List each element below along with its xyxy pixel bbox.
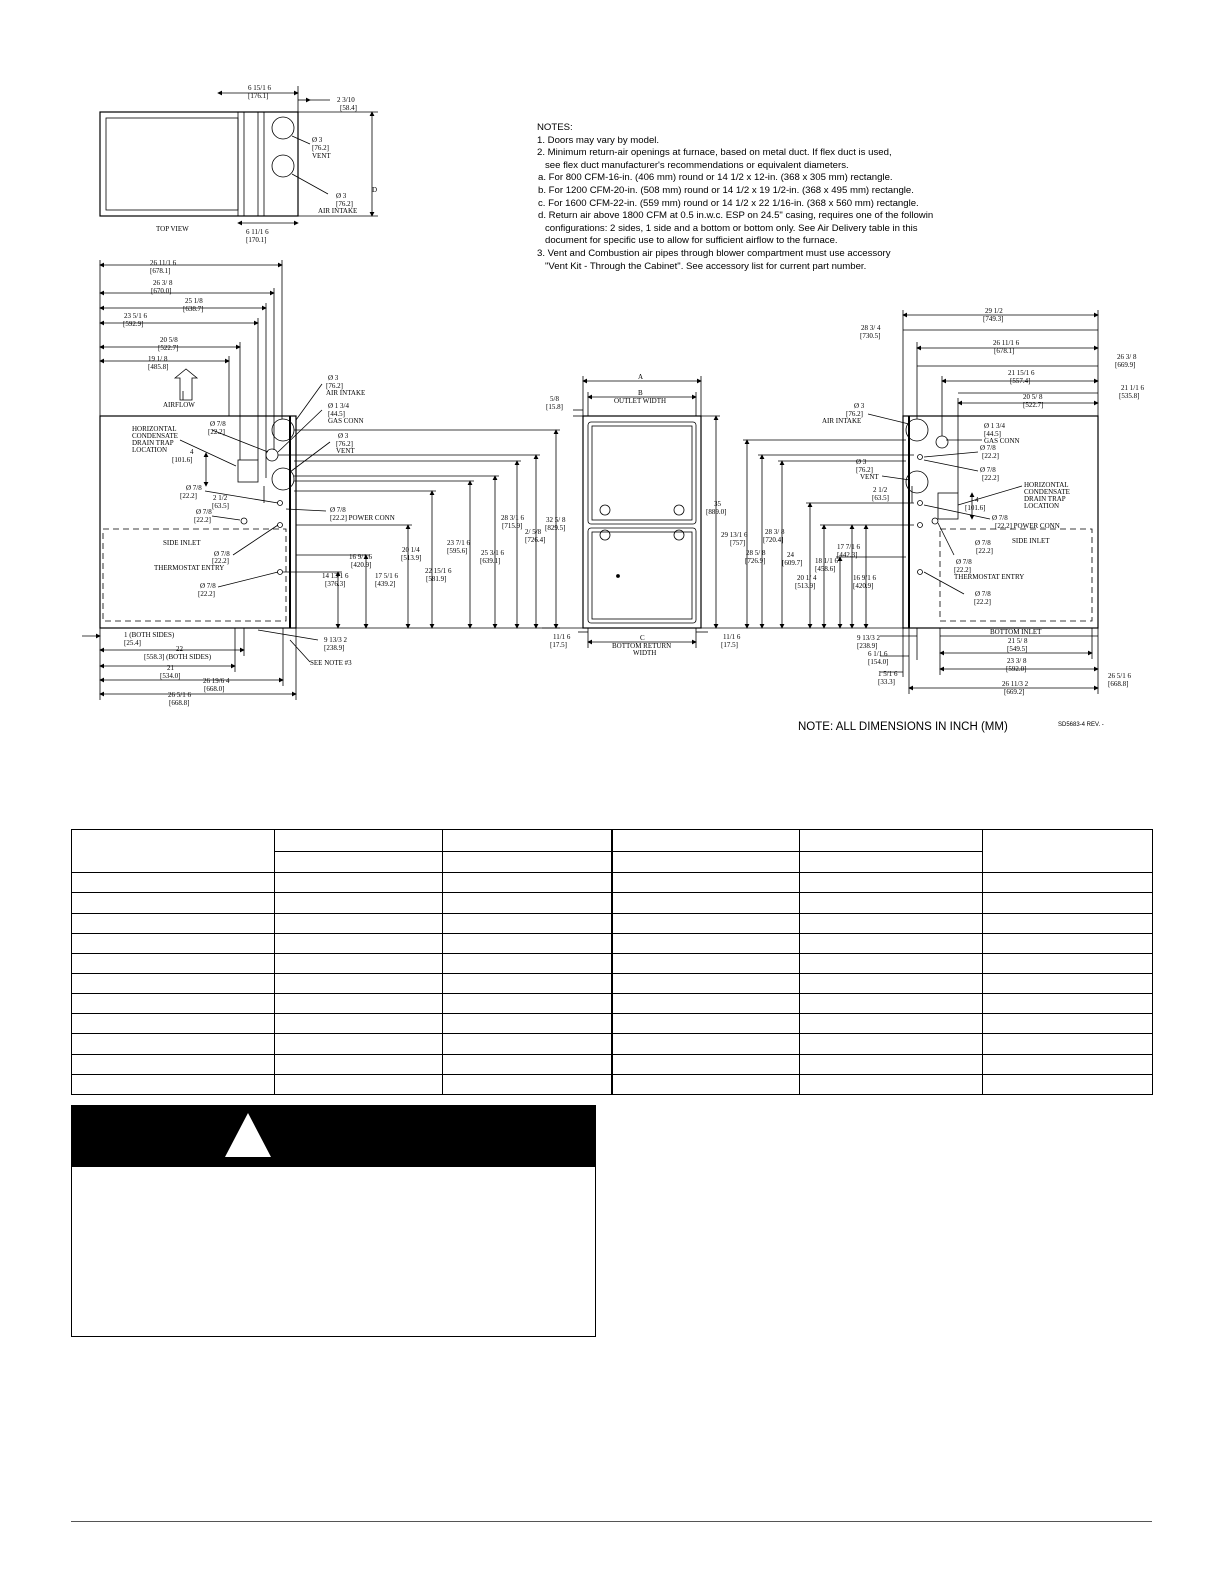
label: [829.5] <box>545 524 566 532</box>
label: LOCATION <box>1024 502 1059 510</box>
label: 35 <box>714 500 721 508</box>
label: AIRFLOW <box>163 401 195 409</box>
document-reference: SD5683-4 REV. - <box>1058 722 1104 728</box>
table-row <box>72 913 1153 933</box>
label: 16 9/1 6 <box>349 553 372 561</box>
label: [458.6] <box>815 565 836 573</box>
intake-pipe-icon <box>272 155 294 177</box>
label: 26 3/ 8 <box>1117 353 1137 361</box>
label: [101.6] <box>172 456 193 464</box>
label: 19 1/ 8 <box>148 355 168 363</box>
label: [720.4] <box>763 536 784 544</box>
label: [592.9] <box>123 320 144 328</box>
label: [22.2] <box>198 590 215 598</box>
label: [592.0] <box>1006 665 1027 673</box>
label: A <box>638 373 644 381</box>
label: 21 5/ 8 <box>1008 637 1028 645</box>
label: 26 19/6 4 <box>203 677 230 685</box>
label: 22 <box>176 645 183 653</box>
label: B <box>638 389 643 397</box>
label: [557.4] <box>1010 377 1031 385</box>
label: [670.0] <box>151 287 172 295</box>
label: [22.2] POWER CONN <box>330 514 395 522</box>
label: [757] <box>730 539 746 547</box>
label: [638.7] <box>183 305 204 313</box>
label: [549.5] <box>1007 645 1028 653</box>
label: 11/1 6 <box>723 633 741 641</box>
label: Ø 3 <box>336 192 347 200</box>
label: [376.3] <box>325 580 346 588</box>
label: 29 13/1 6 <box>721 531 748 539</box>
label: AIR INTAKE <box>822 417 862 425</box>
label: 9 13/3 2 <box>857 634 880 642</box>
label: [668.8] <box>1108 680 1129 688</box>
label: 21 <box>167 664 174 672</box>
label: [22.2] <box>194 516 211 524</box>
label: TOP VIEW <box>156 225 189 233</box>
label: [170.1] <box>246 236 267 244</box>
label: 20 5/8 <box>160 336 178 344</box>
table-row <box>72 873 1153 893</box>
label: THERMOSTAT ENTRY <box>954 573 1025 581</box>
label: D <box>372 186 378 194</box>
label: 21 1/1 6 <box>1121 384 1144 392</box>
table-header-cell <box>983 830 1153 873</box>
notes-title: NOTES: <box>537 122 573 133</box>
table-row <box>72 953 1153 973</box>
table-row <box>72 1034 1153 1054</box>
label: [669.2] <box>1004 688 1025 696</box>
label: Ø 3 <box>312 136 323 144</box>
label: 22 15/1 6 <box>425 567 452 575</box>
label: DRAIN TRAP <box>132 439 174 447</box>
label: WIDTH <box>633 649 657 657</box>
label: [76.2] <box>326 382 343 390</box>
label: [581.9] <box>426 575 447 583</box>
table-row <box>72 1054 1153 1074</box>
label: 26 3/ 8 <box>153 279 173 287</box>
label: SIDE INLET <box>163 539 201 547</box>
label: [22.2] <box>982 474 999 482</box>
label: 21 15/1 6 <box>1008 369 1035 377</box>
note-2d-cont: configurations: 2 sides, 1 side and a bottom or bottom only. See Air Delivery table in this <box>545 222 918 234</box>
label: [22.2] <box>976 547 993 555</box>
label: Ø 1 3/4 <box>328 402 349 410</box>
footer-rule <box>71 1521 1152 1522</box>
label: 29 1/2 <box>985 307 1003 315</box>
label: SIDE INLET <box>1012 537 1050 545</box>
label: [22.2] <box>208 428 225 436</box>
label: Ø 1 3/4 <box>984 422 1005 430</box>
note-2: 2. Minimum return-air openings at furnace, based on metal duct. If flex duct is used, <box>537 147 892 159</box>
label: VENT <box>336 447 355 455</box>
table-header-cell <box>275 830 443 852</box>
warning-triangle-icon <box>223 1111 273 1159</box>
label: Ø 7/8 <box>196 508 212 516</box>
label: Ø 7/8 <box>980 444 996 452</box>
label: [669.9] <box>1115 361 1136 369</box>
label: 18 1/1 6 <box>815 557 838 565</box>
label: 26 5/1 6 <box>168 691 191 699</box>
label: [513.9] <box>795 582 816 590</box>
label: [22.2] <box>180 492 197 500</box>
label: [76.2] <box>846 410 863 418</box>
note-2b: b. For 1200 CFM-20-in. (508 mm) round or 14 1/2 x 19 1/2-in. (368 x 495 mm) rectangle. <box>538 184 914 196</box>
notes-block <box>537 122 977 273</box>
label: 2 1/2 <box>873 486 888 494</box>
label: [22.2] <box>212 557 229 565</box>
dimensions-table <box>71 829 1153 1095</box>
warning-box <box>71 1105 596 1337</box>
label: CONDENSATE <box>1024 488 1070 496</box>
label: [534.0] <box>160 672 181 680</box>
label: [238.9] <box>324 644 345 652</box>
label: [609.7] <box>782 559 803 567</box>
label: [17.5] <box>550 641 567 649</box>
label: HORIZONTAL <box>132 425 177 433</box>
label: [420.9] <box>853 582 874 590</box>
airflow-arrow-icon <box>175 369 197 400</box>
label: [439.2] <box>375 580 396 588</box>
label: [715.9] <box>502 522 523 530</box>
note-2d-cont2: document for specific use to allow for sufficient airflow to the furnace. <box>545 235 838 247</box>
note-3: 3. Vent and Combustion air pipes through blower compartment must use accessory <box>537 247 891 259</box>
label: [513.9] <box>401 554 422 562</box>
label: Ø 7/8 <box>214 550 230 558</box>
label: Ø 3 <box>338 432 349 440</box>
table-header-cell <box>275 852 443 873</box>
label: [595.6] <box>447 547 468 555</box>
label: 17 7/1 6 <box>837 543 860 551</box>
label: 4 <box>975 496 979 504</box>
label: CONDENSATE <box>132 432 178 440</box>
label: [76.2] <box>856 466 873 474</box>
label: Ø 7/8 <box>330 506 346 514</box>
label: 6 11/1 6 <box>246 228 269 236</box>
label: 20 1/4 <box>402 546 420 554</box>
dimension-drawing <box>0 0 1225 740</box>
note-2d: d. Return air above 1800 CFM at 0.5 in.w.c. ESP on 24.5" casing, requires one of the followin <box>538 210 934 222</box>
label: 14 13/1 6 <box>322 572 349 580</box>
label: 6 1/1 6 <box>868 650 888 658</box>
label: 9 13/3 2 <box>324 636 347 644</box>
label: Ø 7/8 <box>975 590 991 598</box>
table-row <box>72 893 1153 913</box>
label: AIR INTAKE <box>318 207 358 215</box>
table-header-cell <box>443 830 612 852</box>
label: [442.3] <box>837 551 858 559</box>
label: [889.0] <box>706 508 727 516</box>
label: Ø 3 <box>856 458 867 466</box>
label: BOTTOM INLET <box>990 628 1042 636</box>
label: 28 3/ 8 <box>765 528 785 536</box>
label: [522.7] <box>158 344 179 352</box>
label: [76.2] <box>336 440 353 448</box>
table-header-cell <box>800 830 983 852</box>
label: [522.7] <box>1023 401 1044 409</box>
label: 28 3/ 4 <box>861 324 881 332</box>
label: [44.5] <box>328 410 345 418</box>
label: [44.5] <box>984 430 1001 438</box>
label: [22.2] POWER CONN <box>995 522 1060 530</box>
label: [22.2] <box>982 452 999 460</box>
label: DRAIN TRAP <box>1024 495 1066 503</box>
label: 25 3/1 6 <box>481 549 504 557</box>
label: [726.4] <box>525 536 546 544</box>
note-2-cont: see flex duct manufacturer's recommendations or equivalent diameters. <box>545 159 849 171</box>
label: 26 11/1 6 <box>993 339 1020 347</box>
label: THERMOSTAT ENTRY <box>154 564 225 572</box>
label: 26 11/3 2 <box>1002 680 1029 688</box>
dimensions-note: NOTE: ALL DIMENSIONS IN INCH (MM) <box>798 721 1008 733</box>
label: [63.5] <box>872 494 889 502</box>
label: Ø 7/8 <box>992 514 1008 522</box>
table-row <box>72 933 1153 953</box>
label: Ø 3 <box>328 374 339 382</box>
label: GAS CONN <box>328 417 364 425</box>
label: 17 5/1 6 <box>375 572 398 580</box>
label: Ø 7/8 <box>200 582 216 590</box>
label: 28 3/1 6 <box>501 514 524 522</box>
label: LOCATION <box>132 446 167 454</box>
table-header-row <box>72 830 1153 852</box>
label: Ø 7/8 <box>210 420 226 428</box>
label: SEE NOTE #3 <box>310 659 352 667</box>
label: 24 <box>787 551 794 559</box>
label: [678.1] <box>994 347 1015 355</box>
label: [726.9] <box>745 557 766 565</box>
label: Ø 7/8 <box>975 539 991 547</box>
label: [22.2] <box>974 598 991 606</box>
table-header-cell <box>800 852 983 873</box>
label: 23 3/ 8 <box>1007 657 1027 665</box>
label: [76.2] <box>336 200 353 208</box>
label: Ø 3 <box>854 402 865 410</box>
label: 23 5/1 6 <box>124 312 147 320</box>
label: [58.4] <box>340 104 357 112</box>
label: 25 1/8 <box>185 297 203 305</box>
label: 1 5/1 6 <box>878 670 898 678</box>
label: Ø 7/8 <box>980 466 996 474</box>
table-header-cell <box>443 852 612 873</box>
label: 2 1/2 <box>213 494 228 502</box>
label: [176.1] <box>248 92 269 100</box>
label: [749.3] <box>983 315 1004 323</box>
label: BOTTOM RETURN <box>612 642 672 650</box>
table-row <box>72 1014 1153 1034</box>
label: 4 <box>190 448 194 456</box>
label: 20 1/ 4 <box>797 574 817 582</box>
label: [22.2] <box>954 566 971 574</box>
note-1: 1. Doors may vary by model. <box>537 134 660 146</box>
label: 5/8 <box>550 395 559 403</box>
label: [101.6] <box>965 504 986 512</box>
label: [535.8] <box>1119 392 1140 400</box>
label: [76.2] <box>312 144 329 152</box>
label: [33.3] <box>878 678 895 686</box>
note-3-cont: "Vent Kit - Through the Cabinet". See accessory list for current part number. <box>545 260 867 272</box>
label: VENT <box>860 473 879 481</box>
label: [668.0] <box>204 685 225 693</box>
note-2c: c. For 1600 CFM-22-in. (559 mm) round or 14 1/2 x 22 1/16-in. (368 x 560 mm) rectangle. <box>538 197 919 209</box>
table-header-cell <box>72 830 275 873</box>
label: 2/ 5/8 <box>525 528 542 536</box>
label: [154.0] <box>868 658 889 666</box>
label: [558.3] (BOTH SIDES) <box>144 653 212 661</box>
label: 1 (BOTH SIDES) <box>124 631 175 639</box>
warning-header-bar <box>72 1106 595 1167</box>
label: 16 9/1 6 <box>853 574 876 582</box>
label: [668.8] <box>169 699 190 707</box>
table-header-cell <box>612 852 800 873</box>
label: [678.1] <box>150 267 171 275</box>
label: [420.9] <box>351 561 372 569</box>
label: [63.5] <box>212 502 229 510</box>
label: Ø 7/8 <box>186 484 202 492</box>
label: [238.9] <box>857 642 878 650</box>
label: [730.5] <box>860 332 881 340</box>
label: 26 5/1 6 <box>1108 672 1131 680</box>
table-row <box>72 994 1153 1014</box>
note-2a: a. For 800 CFM-16-in. (406 mm) round or 14 1/2 x 12-in. (368 x 305 mm) rectangle. <box>538 172 893 184</box>
label: 23 7/1 6 <box>447 539 470 547</box>
label: 20 5/ 8 <box>1023 393 1043 401</box>
vent-pipe-icon <box>272 117 294 139</box>
table-row <box>72 1074 1153 1094</box>
label: 6 15/1 6 <box>248 84 271 92</box>
label: 2 3/10 <box>337 96 355 104</box>
label: 32 5/ 8 <box>546 516 566 524</box>
label: [25.4] <box>124 639 141 647</box>
label: [17.5] <box>721 641 738 649</box>
label: HORIZONTAL <box>1024 481 1069 489</box>
table-header-cell <box>612 830 800 852</box>
label: [485.8] <box>148 363 169 371</box>
label: Ø 7/8 <box>956 558 972 566</box>
label: 11/1 6 <box>553 633 571 641</box>
label: [639.1] <box>480 557 501 565</box>
label: VENT <box>312 152 331 160</box>
label: GAS CONN <box>984 437 1020 445</box>
label: OUTLET WIDTH <box>614 397 667 405</box>
label: AIR INTAKE <box>326 389 366 397</box>
table-row <box>72 974 1153 994</box>
label: [15.8] <box>546 403 563 411</box>
label: 28 5/ 8 <box>746 549 766 557</box>
label: 26 11/1 6 <box>150 259 177 267</box>
label: C <box>640 634 645 642</box>
